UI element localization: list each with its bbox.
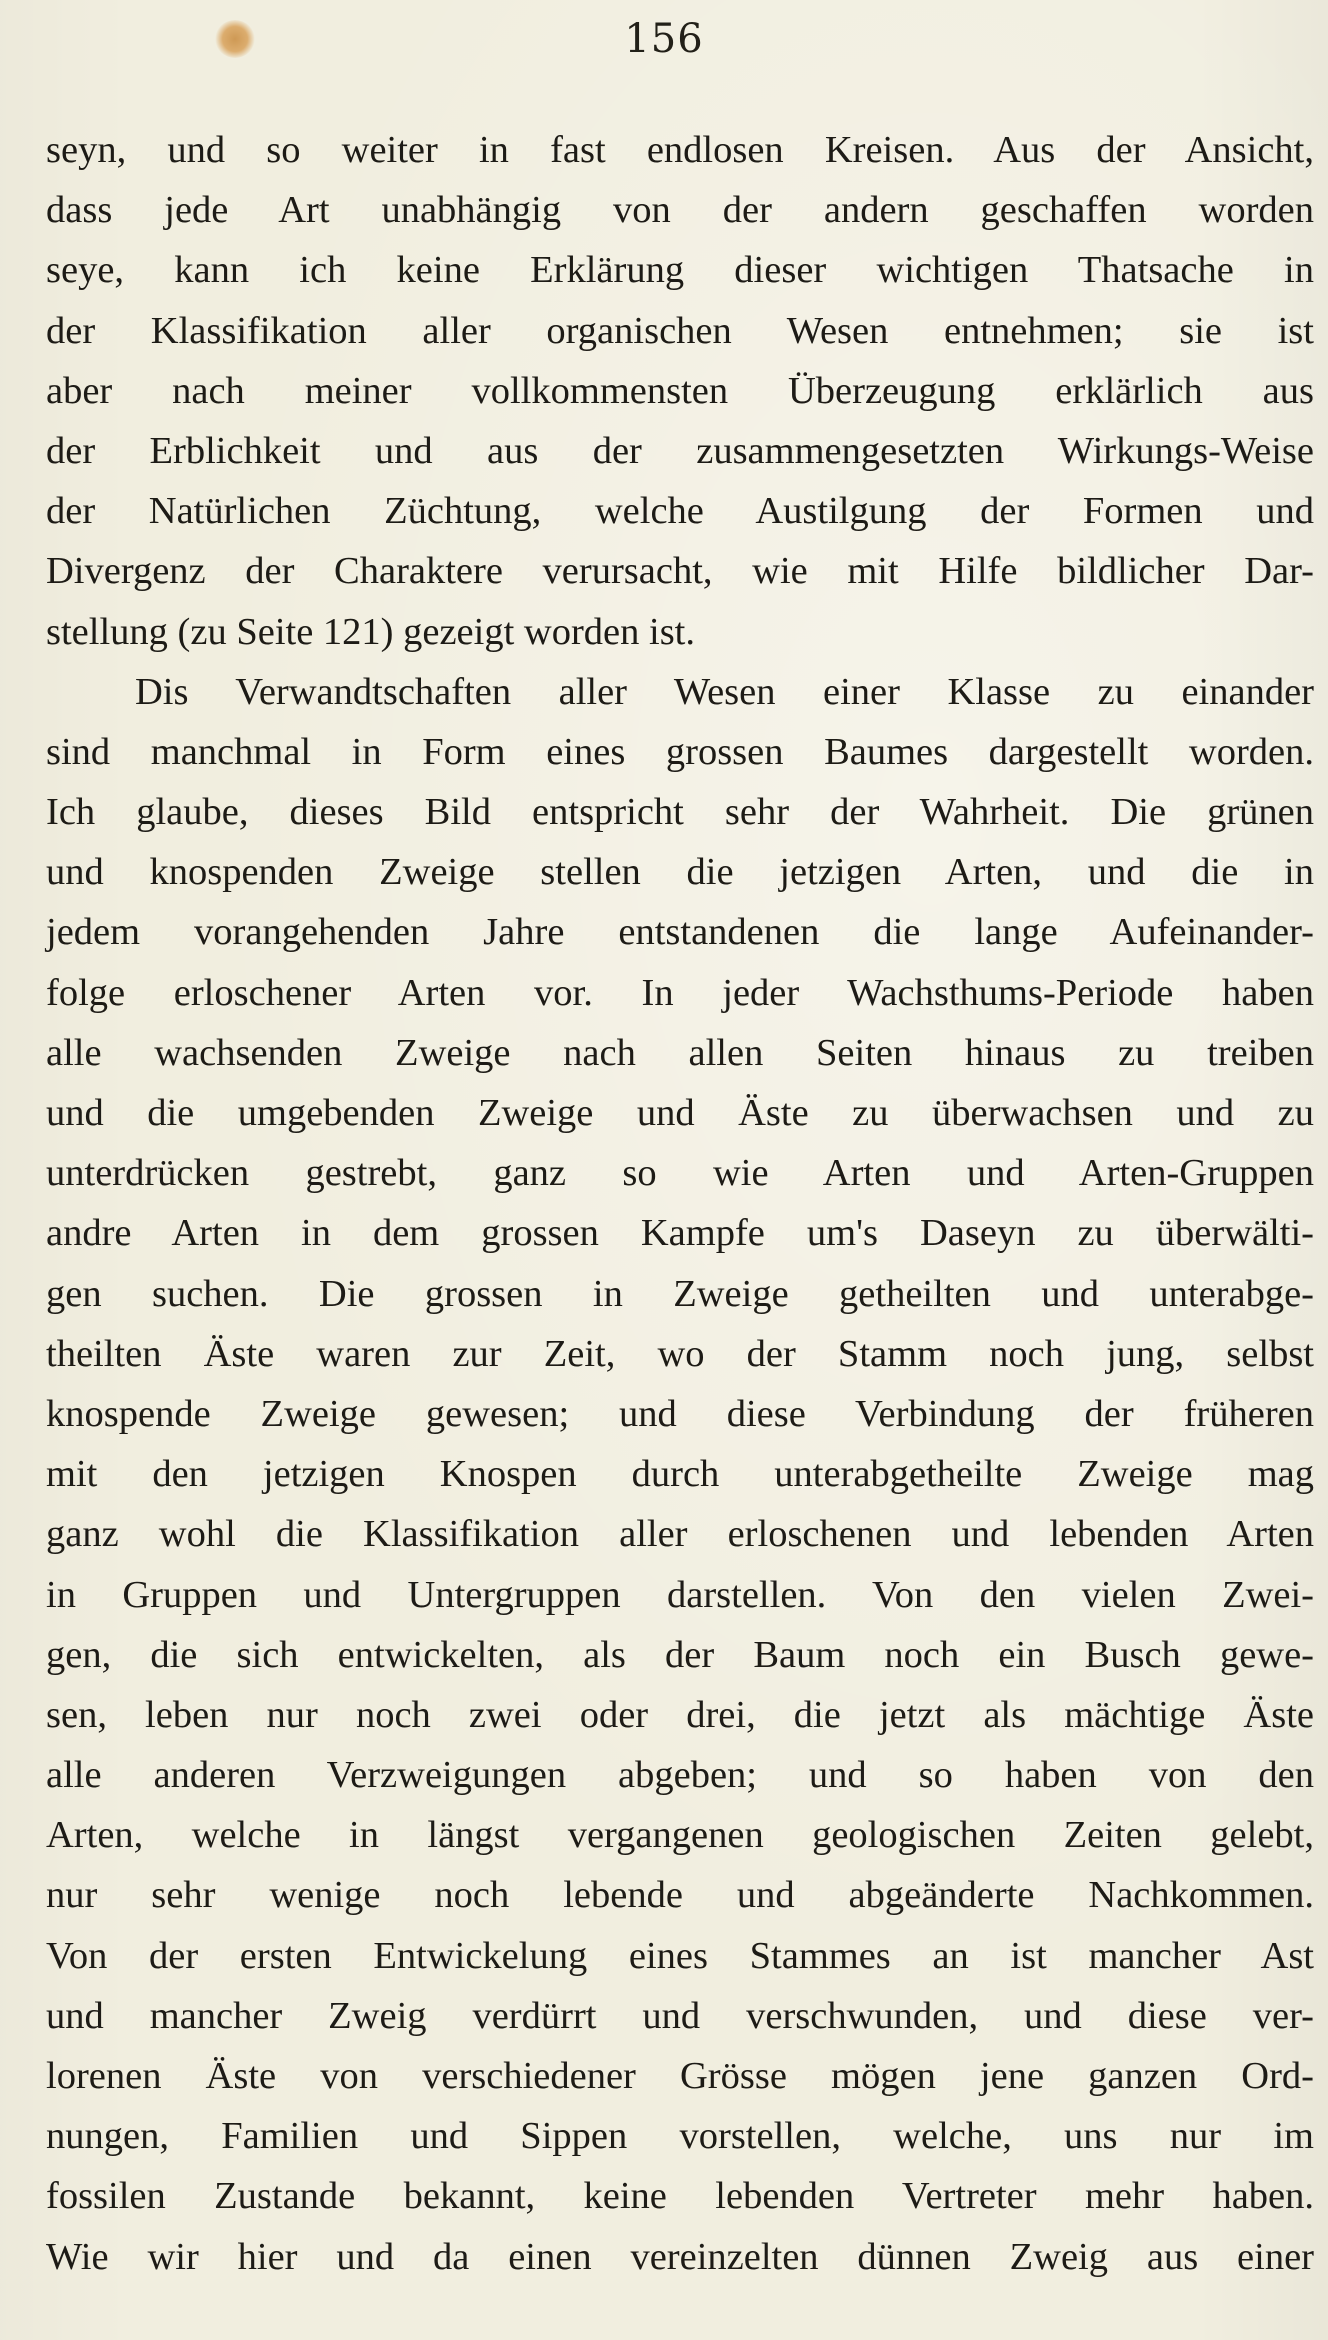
text-line: der Natürlichen Züchtung, welche Austilgung der Formen und — [46, 490, 1314, 533]
text-line: aber nach meiner vollkommensten Überzeugung erklärlich aus — [46, 369, 1314, 412]
text-line: andre Arten in dem grossen Kampfe um's Daseyn zu überwälti- — [46, 1212, 1314, 1255]
body-text — [46, 120, 1314, 2287]
text-line: sen, leben nur noch zwei oder drei, die jetzt als mächtige Äste — [46, 1693, 1314, 1736]
text-line: knospende Zweige gewesen; und diese Verbindung der früheren — [46, 1392, 1314, 1435]
text-line: gen, die sich entwickelten, als der Baum noch ein Busch gewe- — [46, 1633, 1314, 1676]
text-line: seye, kann ich keine Erklärung dieser wichtigen Thatsache in — [46, 249, 1314, 292]
text-line: alle anderen Verzweigungen abgeben; und so haben von den — [46, 1754, 1314, 1797]
text-line: Arten, welche in längst vergangenen geologischen Zeiten gelebt, — [46, 1814, 1314, 1857]
text-line: und knospenden Zweige stellen die jetzigen Arten, und die in — [46, 851, 1314, 894]
paragraph-last-line: stellung (zu Seite 121) gezeigt worden ist. — [46, 610, 695, 653]
text-line: theilten Äste waren zur Zeit, wo der Stamm noch jung, selbst — [46, 1332, 1314, 1375]
text-line: unterdrücken gestrebt, ganz so wie Arten und Arten-Gruppen — [46, 1152, 1314, 1195]
text-line: alle wachsenden Zweige nach allen Seiten hinaus zu treiben — [46, 1031, 1314, 1074]
text-line: Wie wir hier und da einen vereinzelten dünnen Zweig aus einer — [46, 2235, 1314, 2278]
text-line: mit den jetzigen Knospen durch unterabgetheilte Zweige mag — [46, 1453, 1314, 1496]
text-line: nungen, Familien und Sippen vorstellen, welche, uns nur im — [46, 2115, 1314, 2158]
text-line: gen suchen. Die grossen in Zweige getheilten und unterabge- — [46, 1272, 1314, 1315]
text-line: lorenen Äste von verschiedener Grösse mögen jene ganzen Ord- — [46, 2055, 1314, 2097]
text-line: jedem vorangehenden Jahre entstandenen die lange Aufeinander- — [46, 911, 1314, 954]
text-line: Von der ersten Entwickelung eines Stammes an ist mancher Ast — [46, 1934, 1314, 1977]
text-line: in Gruppen und Untergruppen darstellen. Von den vielen Zwei- — [46, 1573, 1314, 1616]
text-line: und mancher Zweig verdürrt und verschwunden, und diese ver- — [46, 1994, 1314, 2037]
text-line: der Erblichkeit und aus der zusammengesetzten Wirkungs-Weise — [46, 429, 1314, 472]
text-line: Ich glaube, dieses Bild entspricht sehr der Wahrheit. Die grünen — [46, 791, 1314, 834]
text-line: ganz wohl die Klassifikation aller erloschenen und lebenden Arten — [46, 1513, 1314, 1556]
text-line: und die umgebenden Zweige und Äste zu überwachsen und zu — [46, 1092, 1314, 1134]
text-line: der Klassifikation aller organischen Wesen entnehmen; sie ist — [46, 309, 1314, 352]
text-line: Divergenz der Charaktere verursacht, wie mit Hilfe bildlicher Dar- — [46, 550, 1314, 593]
page-number: 156 — [624, 16, 704, 62]
text-line: nur sehr wenige noch lebende und abgeänderte Nachkommen. — [46, 1874, 1314, 1917]
paragraph-first-line: Dis Verwandtschaften aller Wesen einer Klasse zu einander — [135, 670, 1314, 713]
text-line: fossilen Zustande bekannt, keine lebenden Vertreter mehr haben. — [46, 2175, 1314, 2218]
text-line: seyn, und so weiter in fast endlosen Kreisen. Aus der Ansicht, — [46, 129, 1314, 171]
text-line: folge erloschener Arten vor. In jeder Wachsthums-Periode haben — [46, 971, 1314, 1014]
text-line: dass jede Art unabhängig von der andern geschaffen worden — [46, 189, 1314, 232]
text-line: sind manchmal in Form eines grossen Baumes dargestellt worden. — [46, 730, 1314, 773]
